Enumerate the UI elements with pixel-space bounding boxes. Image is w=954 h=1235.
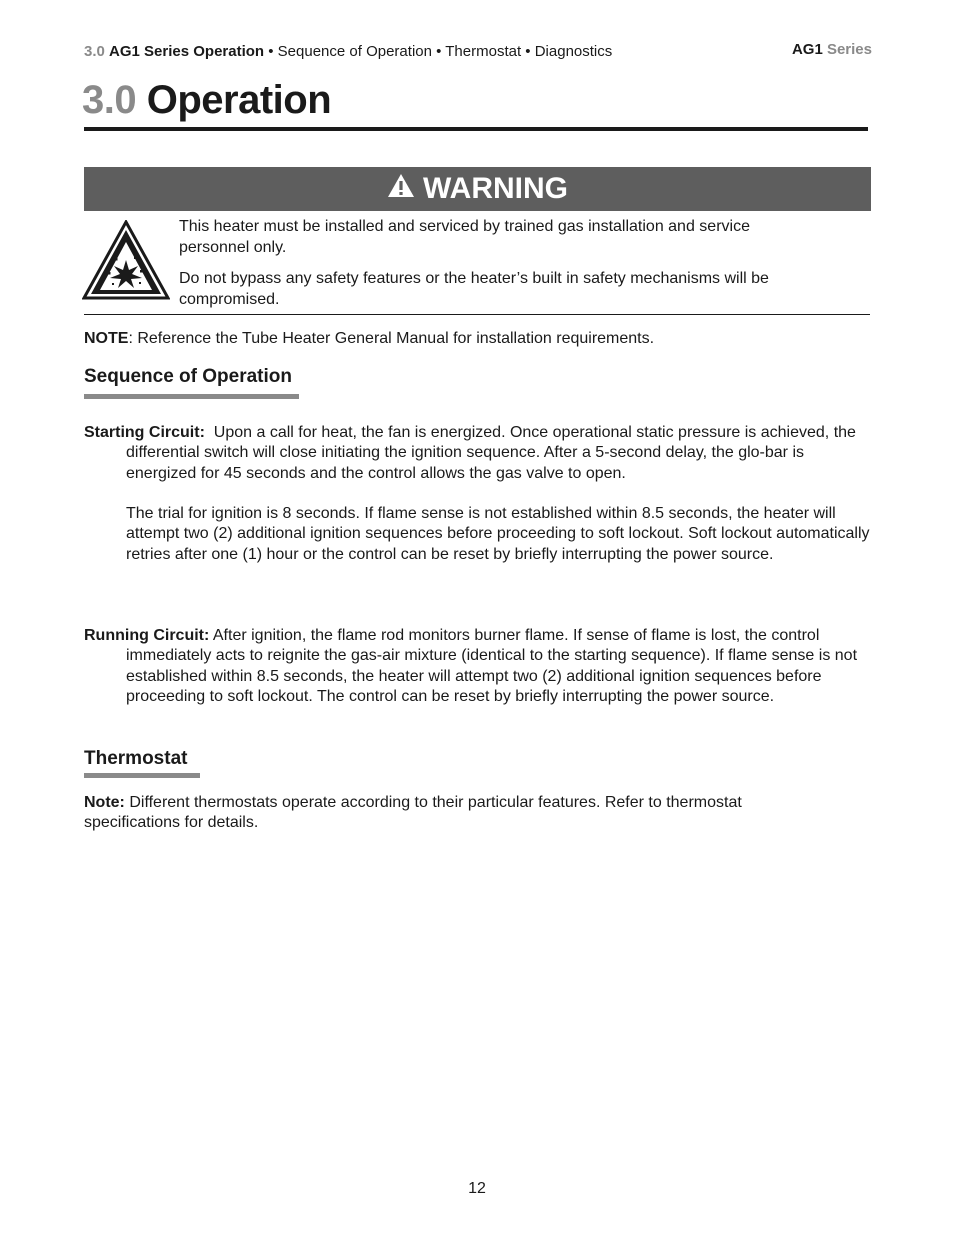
starting-circuit-paragraph <box>84 423 870 484</box>
title-text: Operation <box>146 78 332 122</box>
running-circuit-text: After ignition, the flame rod monitors burner flame. If sense of flame is lost, the control immediately acts to reignite the gas-air mixture (identical to the starting sequence). If flame sense is not established within 8.5 seconds, the heater will attempt two (2) additional ignition sequences before proceeding to soft lockout. The control can be reset by briefly interrupting the power source. <box>126 627 858 706</box>
running-circuit-paragraph <box>84 626 870 708</box>
header-breadcrumbs: • Sequence of Operation • Thermostat • Diagnostics <box>264 43 613 60</box>
starting-circuit-label: Starting Circuit: <box>84 424 205 441</box>
note-label: NOTE <box>84 330 129 347</box>
title-rule <box>84 127 868 131</box>
series-label <box>792 41 872 58</box>
title-number: 3.0 <box>82 78 137 122</box>
warning-divider <box>84 314 870 315</box>
thermostat-heading-rule <box>84 773 200 778</box>
note-text: : Reference the Tube Heater General Manual for installation requirements. <box>128 330 655 347</box>
warning-line-2: Do not bypass any safety features or the heater’s built in safety mechanisms will be compromised. <box>179 270 769 308</box>
header-section-name: AG1 Series Operation <box>109 43 265 60</box>
warning-banner <box>84 167 871 211</box>
install-note <box>84 330 654 348</box>
warning-text <box>179 217 789 321</box>
running-header <box>84 43 612 60</box>
series-word: Series <box>826 41 872 58</box>
header-section-number: 3.0 <box>84 43 105 60</box>
explosion-hazard-icon <box>82 220 170 300</box>
thermostat-note-text: Different thermostats operate according to their particular features. Refer to thermostat specifications for details. <box>84 794 742 832</box>
warning-label: WARNING <box>423 172 568 205</box>
thermostat-note <box>84 793 804 834</box>
starting-circuit-text: Upon a call for heat, the fan is energized. Once operational static pressure is achieved, the differential switch will close initiating the ignition sequence. After a 5-second delay, the glo-bar is energized for 45 seconds and the control allows the gas valve to open. <box>126 424 856 482</box>
running-circuit-label: Running Circuit: <box>84 627 210 644</box>
series-name: AG1 <box>791 41 823 58</box>
page-number: 12 <box>468 1180 486 1197</box>
thermostat-heading: Thermostat <box>84 748 188 769</box>
sequence-heading-rule <box>84 394 299 399</box>
warning-line-1: This heater must be installed and serviced by trained gas installation and service personnel only. <box>179 218 750 256</box>
page-title <box>82 78 331 123</box>
ignition-trial-paragraph: The trial for ignition is 8 seconds. If flame sense is not established within 8.5 seconds, the heater will attempt two (2) additional ignition sequences before proceeding to soft lockout. Soft lockout automatically retries after one (1) hour or the control can be reset by briefly interrupting the power source. <box>126 505 870 563</box>
thermostat-note-label: Note: <box>84 794 125 811</box>
warning-triangle-icon <box>387 172 415 206</box>
sequence-heading: Sequence of Operation <box>84 366 292 387</box>
